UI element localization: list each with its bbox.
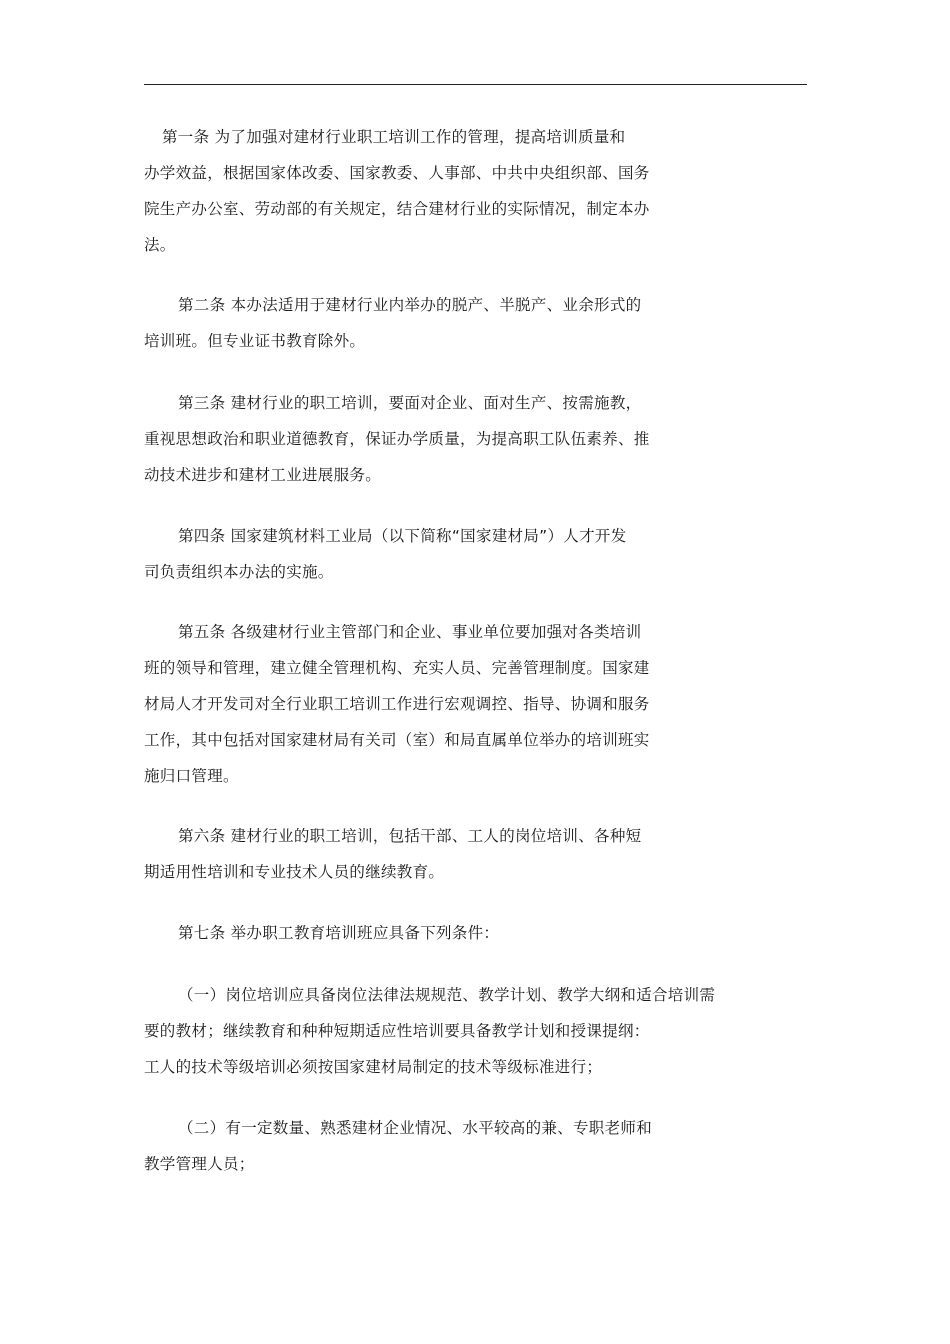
item-1-line-1: （一）岗位培训应具备岗位法律法规规范、教学计划、教学大纲和适合培训需 xyxy=(178,986,716,1004)
item-1-line-2: 要的教材；继续教育和种种短期适应性培训要具备教学计划和授课提纲： xyxy=(144,1022,650,1040)
article-3-line-3: 动技术进步和建材工业进展服务。 xyxy=(144,466,382,484)
article-3-line-1: 第三条 建材行业的职工培训，要面对企业、面对生产、按需施教， xyxy=(178,394,642,412)
article-1-line-4: 法。 xyxy=(144,236,176,254)
article-3-line-2: 重视思想政治和职业道德教育，保证办学质量，为提高职工队伍素养、推 xyxy=(144,430,650,448)
article-1-line-1: 第一条 为了加强对建材行业职工培训工作的管理，提高培训质量和 xyxy=(162,128,626,146)
article-5-line-5: 施归口管理。 xyxy=(144,767,239,785)
article-4-line-1: 第四条 国家建筑材料工业局（以下简称“国家建材局”）人才开发 xyxy=(178,527,627,545)
article-5-line-2: 班的领导和管理，建立健全管理机构、充实人员、完善管理制度。国家建 xyxy=(144,659,650,677)
article-5-line-1: 第五条 各级建材行业主管部门和企业、事业单位要加强对各类培训 xyxy=(178,623,642,641)
article-1-line-3: 院生产办公室、劳动部的有关规定，结合建材行业的实际情况，制定本办 xyxy=(144,200,650,218)
article-5-line-4: 工作，其中包括对国家建材局有关司（室）和局直属单位举办的培训班实 xyxy=(144,731,650,749)
item-1-line-3: 工人的技术等级培训必须按国家建材局制定的技术等级标准进行； xyxy=(144,1058,603,1076)
article-7-line-1: 第七条 举办职工教育培训班应具备下列条件： xyxy=(178,924,500,942)
article-1-line-2: 办学效益，根据国家体改委、国家教委、人事部、中共中央组织部、国务 xyxy=(144,164,650,182)
article-2-line-2: 培训班。但专业证书教育除外。 xyxy=(144,332,366,350)
article-2-line-1: 第二条 本办法适用于建材行业内举办的脱产、半脱产、业余形式的 xyxy=(178,296,642,314)
article-6-line-1: 第六条 建材行业的职工培训，包括干部、工人的岗位培训、各种短 xyxy=(178,827,642,845)
item-2-line-2: 教学管理人员； xyxy=(144,1155,255,1173)
article-5-line-3: 材局人才开发司对全行业职工培训工作进行宏观调控、指导、协调和服务 xyxy=(144,695,650,713)
item-2-line-1: （二）有一定数量、熟悉建材企业情况、水平较高的兼、专职老师和 xyxy=(178,1119,653,1137)
article-6-line-2: 期适用性培训和专业技术人员的继续教育。 xyxy=(144,863,445,881)
article-4-line-2: 司负责组织本办法的实施。 xyxy=(144,563,334,581)
header-rule xyxy=(144,84,807,85)
